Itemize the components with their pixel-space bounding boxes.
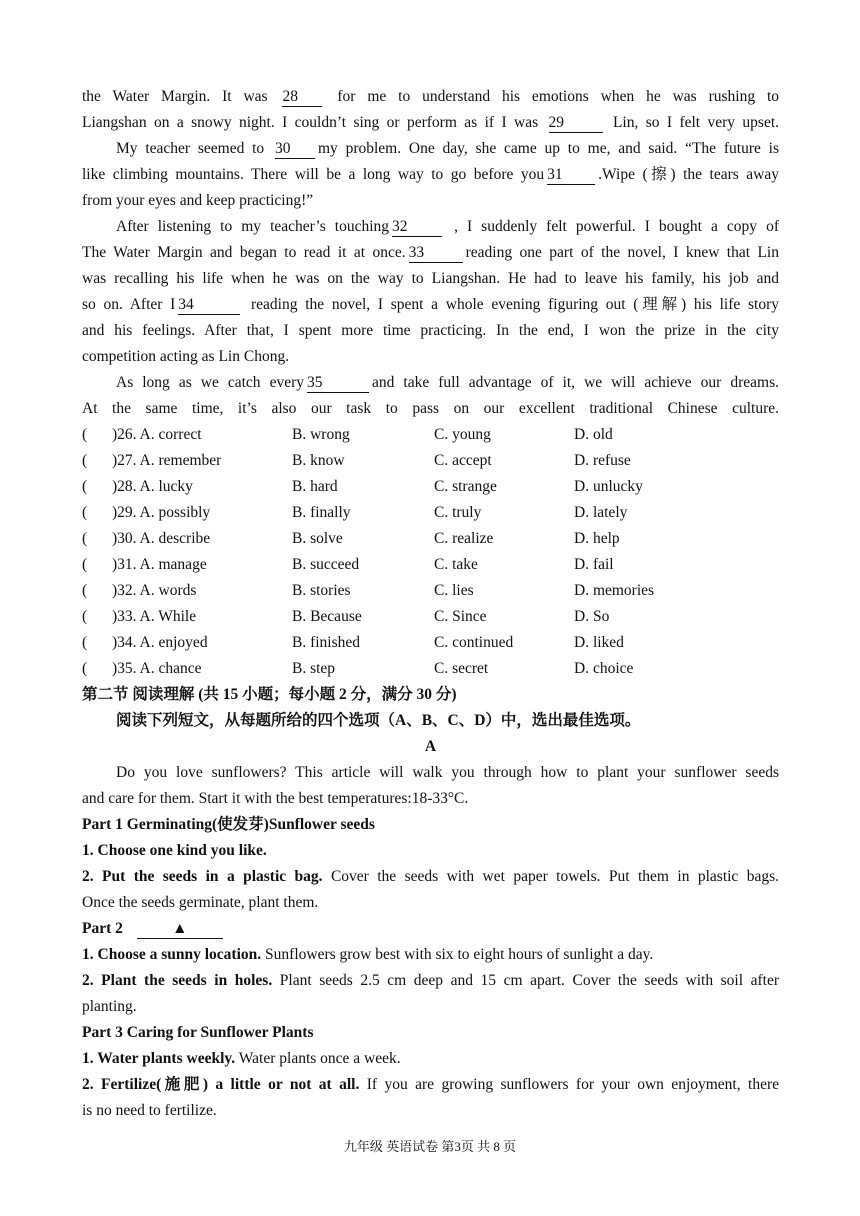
option-b: B. solve [292,530,343,547]
option-c: C. take [434,556,478,573]
answer-blank: 34 [178,296,240,315]
question-row [82,422,779,448]
option-b: B. step [292,660,336,677]
answer-blank: 31 [547,166,595,185]
option-a: )33. A. While [112,608,197,625]
list-item: 2. Plant the seeds in holes. Plant seeds 2.5 cm deep and 15 cm apart. Cover the seeds with soil after [82,972,779,989]
option-c: C. young [434,426,491,443]
question-row [82,604,779,630]
answer-paren[interactable]: ( [82,530,88,547]
option-d: D. old [574,426,613,443]
option-d: D. liked [574,634,624,651]
option-a: )32. A. words [112,582,197,599]
option-b: B. hard [292,478,338,495]
question-row [82,656,779,682]
option-a: )30. A. describe [112,530,211,547]
paragraph-line: The Water Margin and began to read it at once. 33 reading one part of the novel, I knew that Lin [82,244,779,261]
question-row [82,578,779,604]
question-row [82,448,779,474]
list-item: 1. Water plants weekly. Water plants once a week. [82,1050,401,1067]
answer-paren[interactable]: ( [82,478,88,495]
option-c: C. accept [434,452,492,469]
section-instruction: 阅读下列短文，从每题所给的四个选项（A、B、C、D）中，选出最佳选项。 [116,712,641,729]
paragraph-line: so on. After I 34 reading the novel, I spent a whole evening figuring out (理解) his life story [82,296,779,313]
paragraph-line: Do you love sunflowers? This article will walk you through how to plant your sunflower seeds [116,764,779,781]
answer-blank: 30 [275,140,315,159]
option-c: C. strange [434,478,497,495]
part-heading: Part 2 ▲ [82,916,779,942]
option-a: )31. A. manage [112,556,207,573]
question-row [82,630,779,656]
question-row [82,474,779,500]
option-d: D. lately [574,504,628,521]
section-heading: 第二节 阅读理解 (共 15 小题；每小题 2 分，满分 30 分) [82,686,457,703]
paragraph-line: like climbing mountains. There will be a long way to go before you 31 .Wipe (擦) the tears away [82,166,779,183]
paragraph-line: competition acting as Lin Chong. [82,348,290,365]
paragraph-line: and his feelings. After that, I spent more time practicing. In the end, I won the prize in the city [82,322,779,339]
paragraph-line: My teacher seemed to 30 my problem. One day, she came up to me, and said. “The future is [116,140,779,157]
list-item-continued: is no need to fertilize. [82,1102,217,1119]
part-heading: Part 1 Germinating(使发芽)Sunflower seeds [82,816,375,833]
option-a: )29. A. possibly [112,504,211,521]
list-item: 2. Fertilize(施肥) a little or not at all. If you are growing sunflowers for your own enjoyment, there [82,1076,779,1093]
option-c: C. lies [434,582,474,599]
part-heading: Part 3 Caring for Sunflower Plants [82,1024,314,1041]
answer-paren[interactable]: ( [82,634,88,651]
answer-paren[interactable]: ( [82,556,88,573]
answer-paren[interactable]: ( [82,582,88,599]
option-d: D. unlucky [574,478,643,495]
page-footer: 九年级 英语试卷 第3页 共 8 页 [343,1139,517,1154]
option-c: C. continued [434,634,514,651]
list-item-continued: planting. [82,998,137,1015]
answer-paren[interactable]: ( [82,660,88,677]
answer-paren[interactable]: ( [82,504,88,521]
paragraph-line: from your eyes and keep practicing!” [82,192,314,209]
answer-blank: 35 [307,374,369,393]
option-c: C. secret [434,660,489,677]
paragraph-line: and care for them. Start it with the best temperatures:18-33°C. [82,790,469,807]
paragraph-line: After listening to my teacher’s touching 32 , I suddenly felt powerful. I bought a copy of [116,218,779,235]
option-a: )27. A. remember [112,452,222,469]
answer-paren[interactable]: ( [82,452,88,469]
paragraph-line: Liangshan on a snowy night. I couldn’t sing or perform as if I was 29 Lin, so I felt very upset. [82,114,780,131]
option-d: D. memories [574,582,655,599]
paragraph-line: the Water Margin. It was 28 for me to understand his emotions when he was rushing to [82,88,780,105]
answer-blank: 32 [392,218,442,237]
list-item: 1. Choose one kind you like. [82,842,267,859]
paragraph-line: At the same time, it’s also our task to pass on our excellent traditional Chinese culture. [82,400,779,417]
option-a: )35. A. chance [112,660,202,677]
question-row [82,552,779,578]
option-c: C. Since [434,608,487,625]
option-b: B. finally [292,504,351,521]
paragraph-line: As long as we catch every 35 and take full advantage of it, we will achieve our dreams. [116,374,779,391]
answer-blank: 28 [282,88,322,107]
option-b: B. succeed [292,556,360,573]
option-c: C. realize [434,530,494,547]
heading-blank[interactable]: ▲ [137,920,223,939]
question-list [82,422,779,682]
question-row [82,526,779,552]
list-item: 1. Choose a sunny location. Sunflowers grow best with six to eight hours of sunlight a day. [82,946,654,963]
list-item: 2. Put the seeds in a plastic bag. Cover the seeds with wet paper towels. Put them in plastic bags. [82,868,779,885]
option-b: B. wrong [292,426,350,443]
option-c: C. truly [434,504,482,521]
option-d: D. fail [574,556,614,573]
passage-letter: A [424,738,437,755]
question-row [82,500,779,526]
option-a: )26. A. correct [112,426,202,443]
answer-paren[interactable]: ( [82,426,88,443]
paragraph-line: was recalling his life when he was on the way to Liangshan. He had to leave his family, his job and [82,270,779,287]
list-item-continued: Once the seeds germinate, plant them. [82,894,319,911]
answer-paren[interactable]: ( [82,608,88,625]
option-a: )28. A. lucky [112,478,193,495]
option-b: B. Because [292,608,362,625]
exam-page [82,84,779,1124]
option-d: D. help [574,530,620,547]
option-a: )34. A. enjoyed [112,634,208,651]
option-b: B. know [292,452,345,469]
option-d: D. So [574,608,610,625]
option-b: B. finished [292,634,361,651]
option-d: D. choice [574,660,634,677]
answer-blank: 33 [409,244,463,263]
option-d: D. refuse [574,452,631,469]
answer-blank: 29 [549,114,603,133]
option-b: B. stories [292,582,351,599]
